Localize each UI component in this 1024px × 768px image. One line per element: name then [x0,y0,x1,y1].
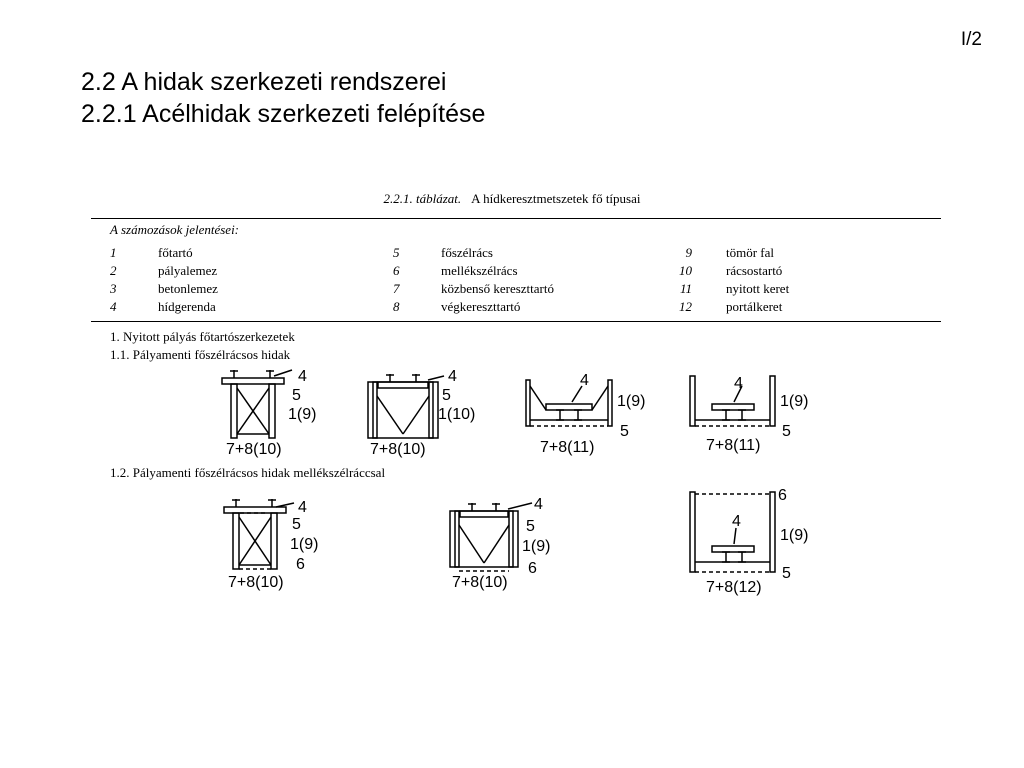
cross-section-figure-7 [686,484,826,600]
legend-label: pályalemez [158,263,218,278]
figure-label-4: 4 [448,368,457,385]
legend-number: 9 [685,245,692,260]
legend-item [676,299,782,315]
subsection-title: 2.2.1 Acélhidak szerkezeti felépítése [81,100,486,128]
figure-label-6: 6 [528,560,537,577]
figure-label-5: 5 [442,387,451,404]
legend-number: 5 [393,245,400,260]
figure-label-main-girder: 1(9) [617,393,646,410]
figure-label-main-girder: 1(9) [288,406,317,423]
cross-section-figure-2 [364,366,494,458]
legend-label: főszélrács [441,245,493,260]
figure-label-5: 5 [292,516,301,533]
legend-number: 8 [393,299,400,314]
figure-label-main-girder: 1(9) [780,527,809,544]
figure-label-4: 4 [534,496,543,513]
legend-item [393,299,520,315]
figure-label-cross-girder: 7+8(11) [540,439,595,456]
figure-label-5: 5 [620,423,629,440]
figure-label-cross-girder: 7+8(10) [452,574,508,591]
legend-item [393,281,554,297]
legend-number: 4 [110,299,117,314]
legend-item [676,245,774,261]
figure-label-main-girder: 1(9) [780,393,809,410]
figure-label-cross-girder: 7+8(12) [706,579,762,596]
legend-item [393,263,518,279]
section-title: 2.2 A hidak szerkezeti rendszerei [81,68,447,96]
section-heading-1-2: 1.2. Pályamenti főszélrácsos hidak mellékszélráccsal [110,465,386,480]
legend-item [676,263,782,279]
cross-section-figure-4 [686,366,826,458]
figure-label-5: 5 [782,423,791,440]
legend-number: 6 [393,263,400,278]
figure-label-main-girder: 1(10) [438,406,476,423]
legend-item [110,299,216,315]
figure-label-4: 4 [732,513,741,530]
legend-label: portálkeret [726,299,783,314]
legend-item [676,281,789,297]
legend-label: mellékszélrács [441,263,518,278]
legend-number: 2 [110,263,117,278]
page-heading [81,66,485,130]
figure-label-5: 5 [292,387,301,404]
figure-label-4: 4 [734,375,743,392]
cross-section-figure-5 [222,495,332,595]
legend-label: közbenső kereszttartó [441,281,554,296]
figure-label-4: 4 [298,368,307,385]
table-caption-label: 2.2.1. táblázat. [383,191,462,206]
legend-item [110,245,193,261]
page-number: I/2 [960,29,982,50]
legend-number: 11 [679,281,692,296]
legend-label: végkereszttartó [441,299,521,314]
section-heading-1: 1. Nyitott pályás főtartószerkezetek [110,329,295,344]
legend-item [393,245,493,261]
legend-number: 7 [393,281,400,296]
figure-label-cross-girder: 7+8(10) [226,441,282,458]
figure-label-5: 5 [526,518,535,535]
figure-label-6: 6 [296,556,305,573]
table-caption-text: A hídkeresztmetszetek fő típusai [471,191,641,206]
section-heading-1-1: 1.1. Pályamenti főszélrácsos hidak [110,347,291,362]
legend-label: főtartó [158,245,193,260]
legend-number: 3 [110,281,117,296]
cross-section-figure-6 [446,495,576,595]
figure-label-5: 5 [782,565,791,582]
legend-label: hídgerenda [158,299,216,314]
figure-label-cross-girder: 7+8(11) [706,437,761,454]
figure-label-main-girder: 1(9) [522,538,551,555]
legend-item [110,263,217,279]
figure-label-main-girder: 1(9) [290,536,319,553]
table-caption [0,191,1024,207]
legend-item [110,281,218,297]
legend-number: 12 [679,299,692,314]
legend-label: nyitott keret [726,281,790,296]
table-bottom-rule [91,321,941,322]
legend-label: betonlemez [158,281,218,296]
figure-label-4: 4 [580,372,589,389]
cross-section-figure-1 [220,366,330,458]
figure-label-4: 4 [298,499,307,516]
figure-label-cross-girder: 7+8(10) [370,441,426,458]
figure-label-cross-girder: 7+8(10) [228,574,284,591]
table-top-rule [91,218,941,219]
legend-number: 1 [110,245,117,260]
legend-label: tömör fal [726,245,775,260]
figure-label-6: 6 [778,487,787,504]
legend-number: 10 [679,263,692,278]
cross-section-figure-3 [522,366,662,458]
legend-label: rácsostartó [726,263,783,278]
legend-title: A számozások jelentései: [110,222,240,237]
